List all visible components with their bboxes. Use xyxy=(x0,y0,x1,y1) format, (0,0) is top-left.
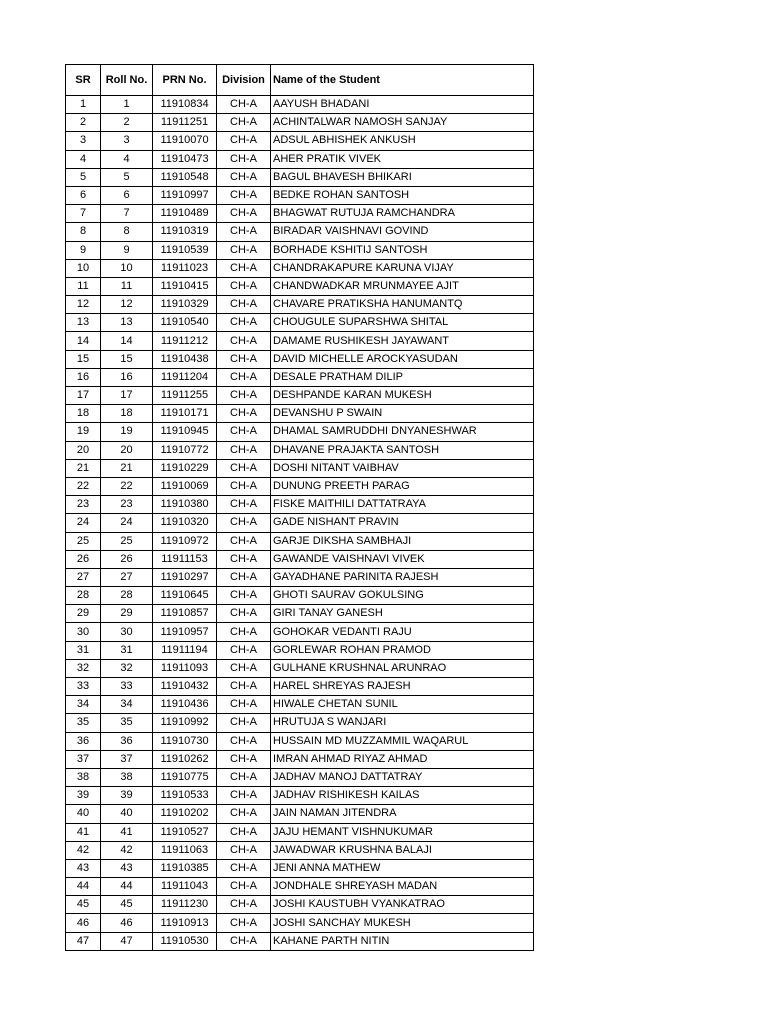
cell-student-name: CHAVARE PRATIKSHA HANUMANTQ xyxy=(271,296,534,314)
cell-division: CH-A xyxy=(217,659,271,677)
cell-sr: 21 xyxy=(66,459,101,477)
cell-roll-no: 9 xyxy=(101,241,153,259)
cell-sr: 35 xyxy=(66,714,101,732)
cell-roll-no: 34 xyxy=(101,696,153,714)
cell-division: CH-A xyxy=(217,750,271,768)
cell-division: CH-A xyxy=(217,696,271,714)
cell-student-name: CHOUGULE SUPARSHWA SHITAL xyxy=(271,314,534,332)
table-row xyxy=(66,841,534,859)
cell-sr: 43 xyxy=(66,859,101,877)
table-row xyxy=(66,296,534,314)
table-body xyxy=(66,96,534,951)
cell-roll-no: 24 xyxy=(101,514,153,532)
cell-student-name: HIWALE CHETAN SUNIL xyxy=(271,696,534,714)
table-row xyxy=(66,696,534,714)
cell-prn-no: 11910069 xyxy=(153,477,217,495)
cell-student-name: HAREL SHREYAS RAJESH xyxy=(271,678,534,696)
cell-prn-no: 11910319 xyxy=(153,223,217,241)
cell-division: CH-A xyxy=(217,587,271,605)
cell-division: CH-A xyxy=(217,768,271,786)
cell-student-name: HRUTUJA S WANJARI xyxy=(271,714,534,732)
cell-sr: 32 xyxy=(66,659,101,677)
cell-student-name: GOHOKAR VEDANTI RAJU xyxy=(271,623,534,641)
cell-division: CH-A xyxy=(217,714,271,732)
cell-student-name: AHER PRATIK VIVEK xyxy=(271,150,534,168)
cell-roll-no: 26 xyxy=(101,550,153,568)
cell-prn-no: 11910527 xyxy=(153,823,217,841)
cell-sr: 10 xyxy=(66,259,101,277)
table-row xyxy=(66,714,534,732)
cell-prn-no: 11910533 xyxy=(153,787,217,805)
table-row xyxy=(66,768,534,786)
table-row xyxy=(66,332,534,350)
cell-sr: 2 xyxy=(66,114,101,132)
cell-roll-no: 42 xyxy=(101,841,153,859)
cell-student-name: JENI ANNA MATHEW xyxy=(271,859,534,877)
header-row xyxy=(66,65,534,96)
cell-roll-no: 19 xyxy=(101,423,153,441)
table-row xyxy=(66,532,534,550)
table-row xyxy=(66,787,534,805)
table-row xyxy=(66,314,534,332)
cell-prn-no: 11910913 xyxy=(153,914,217,932)
cell-roll-no: 27 xyxy=(101,568,153,586)
cell-prn-no: 11911194 xyxy=(153,641,217,659)
cell-student-name: ACHINTALWAR NAMOSH SANJAY xyxy=(271,114,534,132)
cell-sr: 9 xyxy=(66,241,101,259)
cell-roll-no: 12 xyxy=(101,296,153,314)
cell-student-name: BHAGWAT RUTUJA RAMCHANDRA xyxy=(271,205,534,223)
cell-division: CH-A xyxy=(217,841,271,859)
cell-student-name: DOSHI NITANT VAIBHAV xyxy=(271,459,534,477)
cell-sr: 36 xyxy=(66,732,101,750)
cell-student-name: JAJU HEMANT VISHNUKUMAR xyxy=(271,823,534,841)
cell-prn-no: 11911255 xyxy=(153,387,217,405)
table-row xyxy=(66,368,534,386)
table-row xyxy=(66,459,534,477)
cell-prn-no: 11911093 xyxy=(153,659,217,677)
table-row xyxy=(66,514,534,532)
cell-prn-no: 11910297 xyxy=(153,568,217,586)
cell-sr: 7 xyxy=(66,205,101,223)
cell-division: CH-A xyxy=(217,423,271,441)
header-student-name: Name of the Student xyxy=(271,65,534,96)
cell-roll-no: 35 xyxy=(101,714,153,732)
cell-sr: 31 xyxy=(66,641,101,659)
cell-sr: 42 xyxy=(66,841,101,859)
table-row xyxy=(66,750,534,768)
cell-division: CH-A xyxy=(217,914,271,932)
cell-sr: 11 xyxy=(66,277,101,295)
cell-division: CH-A xyxy=(217,805,271,823)
cell-roll-no: 31 xyxy=(101,641,153,659)
cell-division: CH-A xyxy=(217,641,271,659)
table-row xyxy=(66,550,534,568)
cell-division: CH-A xyxy=(217,787,271,805)
table-row xyxy=(66,659,534,677)
cell-student-name: DHAVANE PRAJAKTA SANTOSH xyxy=(271,441,534,459)
cell-prn-no: 11910385 xyxy=(153,859,217,877)
cell-prn-no: 11910540 xyxy=(153,314,217,332)
table-row xyxy=(66,496,534,514)
cell-student-name: HUSSAIN MD MUZZAMMIL WAQARUL xyxy=(271,732,534,750)
cell-roll-no: 41 xyxy=(101,823,153,841)
cell-division: CH-A xyxy=(217,441,271,459)
cell-division: CH-A xyxy=(217,896,271,914)
cell-roll-no: 28 xyxy=(101,587,153,605)
table-row xyxy=(66,259,534,277)
cell-roll-no: 47 xyxy=(101,932,153,950)
cell-roll-no: 10 xyxy=(101,259,153,277)
cell-roll-no: 45 xyxy=(101,896,153,914)
cell-roll-no: 44 xyxy=(101,878,153,896)
cell-division: CH-A xyxy=(217,96,271,114)
cell-division: CH-A xyxy=(217,168,271,186)
cell-sr: 13 xyxy=(66,314,101,332)
cell-sr: 12 xyxy=(66,296,101,314)
cell-division: CH-A xyxy=(217,823,271,841)
cell-student-name: JADHAV RISHIKESH KAILAS xyxy=(271,787,534,805)
cell-prn-no: 11910320 xyxy=(153,514,217,532)
table-row xyxy=(66,568,534,586)
cell-student-name: JOSHI SANCHAY MUKESH xyxy=(271,914,534,932)
cell-division: CH-A xyxy=(217,314,271,332)
cell-division: CH-A xyxy=(217,678,271,696)
cell-division: CH-A xyxy=(217,477,271,495)
cell-prn-no: 11910997 xyxy=(153,186,217,204)
cell-prn-no: 11910202 xyxy=(153,805,217,823)
cell-division: CH-A xyxy=(217,496,271,514)
cell-roll-no: 13 xyxy=(101,314,153,332)
cell-roll-no: 14 xyxy=(101,332,153,350)
cell-division: CH-A xyxy=(217,205,271,223)
cell-prn-no: 11911230 xyxy=(153,896,217,914)
table-header xyxy=(66,65,534,96)
cell-roll-no: 21 xyxy=(101,459,153,477)
cell-roll-no: 15 xyxy=(101,350,153,368)
cell-roll-no: 40 xyxy=(101,805,153,823)
cell-roll-no: 1 xyxy=(101,96,153,114)
cell-division: CH-A xyxy=(217,350,271,368)
cell-roll-no: 23 xyxy=(101,496,153,514)
cell-roll-no: 6 xyxy=(101,186,153,204)
cell-prn-no: 11911023 xyxy=(153,259,217,277)
cell-student-name: JAIN NAMAN JITENDRA xyxy=(271,805,534,823)
table-row xyxy=(66,423,534,441)
cell-prn-no: 11910992 xyxy=(153,714,217,732)
table-row xyxy=(66,132,534,150)
cell-sr: 15 xyxy=(66,350,101,368)
cell-division: CH-A xyxy=(217,732,271,750)
cell-sr: 38 xyxy=(66,768,101,786)
cell-roll-no: 11 xyxy=(101,277,153,295)
cell-roll-no: 46 xyxy=(101,914,153,932)
cell-prn-no: 11910489 xyxy=(153,205,217,223)
table-row xyxy=(66,678,534,696)
cell-prn-no: 11910432 xyxy=(153,678,217,696)
cell-sr: 28 xyxy=(66,587,101,605)
cell-sr: 40 xyxy=(66,805,101,823)
cell-prn-no: 11911212 xyxy=(153,332,217,350)
table-row xyxy=(66,932,534,950)
cell-sr: 4 xyxy=(66,150,101,168)
cell-student-name: KAHANE PARTH NITIN xyxy=(271,932,534,950)
cell-sr: 3 xyxy=(66,132,101,150)
cell-student-name: IMRAN AHMAD RIYAZ AHMAD xyxy=(271,750,534,768)
table-row xyxy=(66,896,534,914)
cell-division: CH-A xyxy=(217,605,271,623)
cell-roll-no: 2 xyxy=(101,114,153,132)
cell-prn-no: 11911204 xyxy=(153,368,217,386)
cell-student-name: FISKE MAITHILI DATTATRAYA xyxy=(271,496,534,514)
cell-division: CH-A xyxy=(217,405,271,423)
cell-sr: 33 xyxy=(66,678,101,696)
cell-prn-no: 11910329 xyxy=(153,296,217,314)
table-row xyxy=(66,114,534,132)
cell-sr: 41 xyxy=(66,823,101,841)
cell-student-name: GAYADHANE PARINITA RAJESH xyxy=(271,568,534,586)
cell-roll-no: 43 xyxy=(101,859,153,877)
cell-student-name: DESALE PRATHAM DILIP xyxy=(271,368,534,386)
cell-prn-no: 11910380 xyxy=(153,496,217,514)
cell-prn-no: 11911251 xyxy=(153,114,217,132)
cell-sr: 26 xyxy=(66,550,101,568)
cell-roll-no: 17 xyxy=(101,387,153,405)
cell-prn-no: 11910834 xyxy=(153,96,217,114)
table-row xyxy=(66,441,534,459)
cell-student-name: BAGUL BHAVESH BHIKARI xyxy=(271,168,534,186)
cell-roll-no: 4 xyxy=(101,150,153,168)
header-division: Division xyxy=(217,65,271,96)
cell-roll-no: 29 xyxy=(101,605,153,623)
table-row xyxy=(66,96,534,114)
table-row xyxy=(66,805,534,823)
cell-division: CH-A xyxy=(217,241,271,259)
cell-roll-no: 5 xyxy=(101,168,153,186)
cell-division: CH-A xyxy=(217,568,271,586)
cell-roll-no: 33 xyxy=(101,678,153,696)
cell-student-name: BIRADAR VAISHNAVI GOVIND xyxy=(271,223,534,241)
table-row xyxy=(66,405,534,423)
cell-prn-no: 11910229 xyxy=(153,459,217,477)
cell-division: CH-A xyxy=(217,623,271,641)
cell-roll-no: 38 xyxy=(101,768,153,786)
cell-division: CH-A xyxy=(217,459,271,477)
table-row xyxy=(66,823,534,841)
cell-division: CH-A xyxy=(217,859,271,877)
cell-sr: 39 xyxy=(66,787,101,805)
cell-division: CH-A xyxy=(217,332,271,350)
cell-roll-no: 16 xyxy=(101,368,153,386)
cell-division: CH-A xyxy=(217,259,271,277)
cell-student-name: DESHPANDE KARAN MUKESH xyxy=(271,387,534,405)
cell-division: CH-A xyxy=(217,532,271,550)
cell-student-name: BEDKE ROHAN SANTOSH xyxy=(271,186,534,204)
table-row xyxy=(66,186,534,204)
table-row xyxy=(66,732,534,750)
cell-sr: 25 xyxy=(66,532,101,550)
cell-student-name: DAMAME RUSHIKESH JAYAWANT xyxy=(271,332,534,350)
cell-division: CH-A xyxy=(217,514,271,532)
cell-sr: 37 xyxy=(66,750,101,768)
cell-student-name: JONDHALE SHREYASH MADAN xyxy=(271,878,534,896)
cell-sr: 8 xyxy=(66,223,101,241)
table-row xyxy=(66,587,534,605)
cell-prn-no: 11910548 xyxy=(153,168,217,186)
cell-student-name: BORHADE KSHITIJ SANTOSH xyxy=(271,241,534,259)
cell-student-name: CHANDRAKAPURE KARUNA VIJAY xyxy=(271,259,534,277)
cell-sr: 27 xyxy=(66,568,101,586)
table-row xyxy=(66,641,534,659)
cell-roll-no: 37 xyxy=(101,750,153,768)
cell-sr: 23 xyxy=(66,496,101,514)
cell-roll-no: 25 xyxy=(101,532,153,550)
cell-division: CH-A xyxy=(217,387,271,405)
cell-student-name: ADSUL ABHISHEK ANKUSH xyxy=(271,132,534,150)
cell-prn-no: 11910772 xyxy=(153,441,217,459)
cell-student-name: GIRI TANAY GANESH xyxy=(271,605,534,623)
header-roll-no: Roll No. xyxy=(101,65,153,96)
cell-student-name: GAWANDE VAISHNAVI VIVEK xyxy=(271,550,534,568)
cell-division: CH-A xyxy=(217,878,271,896)
cell-sr: 46 xyxy=(66,914,101,932)
cell-sr: 24 xyxy=(66,514,101,532)
cell-prn-no: 11910530 xyxy=(153,932,217,950)
cell-division: CH-A xyxy=(217,150,271,168)
cell-prn-no: 11910730 xyxy=(153,732,217,750)
cell-roll-no: 7 xyxy=(101,205,153,223)
cell-student-name: DAVID MICHELLE AROCKYASUDAN xyxy=(271,350,534,368)
cell-prn-no: 11910473 xyxy=(153,150,217,168)
table-row xyxy=(66,623,534,641)
cell-roll-no: 18 xyxy=(101,405,153,423)
cell-prn-no: 11910957 xyxy=(153,623,217,641)
cell-prn-no: 11910857 xyxy=(153,605,217,623)
cell-roll-no: 20 xyxy=(101,441,153,459)
table-row xyxy=(66,168,534,186)
cell-division: CH-A xyxy=(217,368,271,386)
cell-sr: 18 xyxy=(66,405,101,423)
table-row xyxy=(66,605,534,623)
cell-student-name: JADHAV MANOJ DATTATRAY xyxy=(271,768,534,786)
cell-division: CH-A xyxy=(217,932,271,950)
cell-roll-no: 30 xyxy=(101,623,153,641)
cell-division: CH-A xyxy=(217,223,271,241)
cell-student-name: DUNUNG PREETH PARAG xyxy=(271,477,534,495)
cell-sr: 29 xyxy=(66,605,101,623)
table-row xyxy=(66,205,534,223)
cell-student-name: JAWADWAR KRUSHNA BALAJI xyxy=(271,841,534,859)
cell-student-name: GADE NISHANT PRAVIN xyxy=(271,514,534,532)
cell-student-name: GHOTI SAURAV GOKULSING xyxy=(271,587,534,605)
cell-roll-no: 22 xyxy=(101,477,153,495)
table-row xyxy=(66,878,534,896)
cell-prn-no: 11910775 xyxy=(153,768,217,786)
cell-sr: 17 xyxy=(66,387,101,405)
cell-roll-no: 8 xyxy=(101,223,153,241)
cell-sr: 6 xyxy=(66,186,101,204)
cell-prn-no: 11910438 xyxy=(153,350,217,368)
table-row xyxy=(66,387,534,405)
cell-prn-no: 11910415 xyxy=(153,277,217,295)
cell-prn-no: 11911043 xyxy=(153,878,217,896)
cell-roll-no: 32 xyxy=(101,659,153,677)
cell-prn-no: 11910539 xyxy=(153,241,217,259)
cell-prn-no: 11910262 xyxy=(153,750,217,768)
cell-student-name: GARJE DIKSHA SAMBHAJI xyxy=(271,532,534,550)
cell-division: CH-A xyxy=(217,550,271,568)
student-roster-table xyxy=(65,64,534,951)
cell-student-name: AAYUSH BHADANI xyxy=(271,96,534,114)
cell-sr: 47 xyxy=(66,932,101,950)
table-row xyxy=(66,277,534,295)
cell-sr: 14 xyxy=(66,332,101,350)
table-row xyxy=(66,350,534,368)
cell-prn-no: 11911153 xyxy=(153,550,217,568)
cell-division: CH-A xyxy=(217,277,271,295)
cell-sr: 30 xyxy=(66,623,101,641)
cell-sr: 16 xyxy=(66,368,101,386)
cell-division: CH-A xyxy=(217,186,271,204)
cell-sr: 34 xyxy=(66,696,101,714)
cell-prn-no: 11910171 xyxy=(153,405,217,423)
cell-student-name: GULHANE KRUSHNAL ARUNRAO xyxy=(271,659,534,677)
table-row xyxy=(66,241,534,259)
cell-sr: 1 xyxy=(66,96,101,114)
table-row xyxy=(66,914,534,932)
cell-prn-no: 11910436 xyxy=(153,696,217,714)
cell-prn-no: 11910945 xyxy=(153,423,217,441)
cell-sr: 20 xyxy=(66,441,101,459)
cell-prn-no: 11910070 xyxy=(153,132,217,150)
cell-roll-no: 3 xyxy=(101,132,153,150)
header-sr: SR xyxy=(66,65,101,96)
cell-roll-no: 36 xyxy=(101,732,153,750)
cell-prn-no: 11911063 xyxy=(153,841,217,859)
table-row xyxy=(66,223,534,241)
cell-sr: 19 xyxy=(66,423,101,441)
header-prn-no: PRN No. xyxy=(153,65,217,96)
cell-student-name: CHANDWADKAR MRUNMAYEE AJIT xyxy=(271,277,534,295)
cell-student-name: DHAMAL SAMRUDDHI DNYANESHWAR xyxy=(271,423,534,441)
cell-student-name: DEVANSHU P SWAIN xyxy=(271,405,534,423)
cell-prn-no: 11910972 xyxy=(153,532,217,550)
table-row xyxy=(66,859,534,877)
cell-prn-no: 11910645 xyxy=(153,587,217,605)
table-row xyxy=(66,150,534,168)
cell-student-name: JOSHI KAUSTUBH VYANKATRAO xyxy=(271,896,534,914)
cell-division: CH-A xyxy=(217,296,271,314)
cell-roll-no: 39 xyxy=(101,787,153,805)
cell-sr: 5 xyxy=(66,168,101,186)
cell-sr: 45 xyxy=(66,896,101,914)
cell-sr: 22 xyxy=(66,477,101,495)
cell-student-name: GORLEWAR ROHAN PRAMOD xyxy=(271,641,534,659)
cell-division: CH-A xyxy=(217,132,271,150)
cell-sr: 44 xyxy=(66,878,101,896)
table-row xyxy=(66,477,534,495)
cell-division: CH-A xyxy=(217,114,271,132)
